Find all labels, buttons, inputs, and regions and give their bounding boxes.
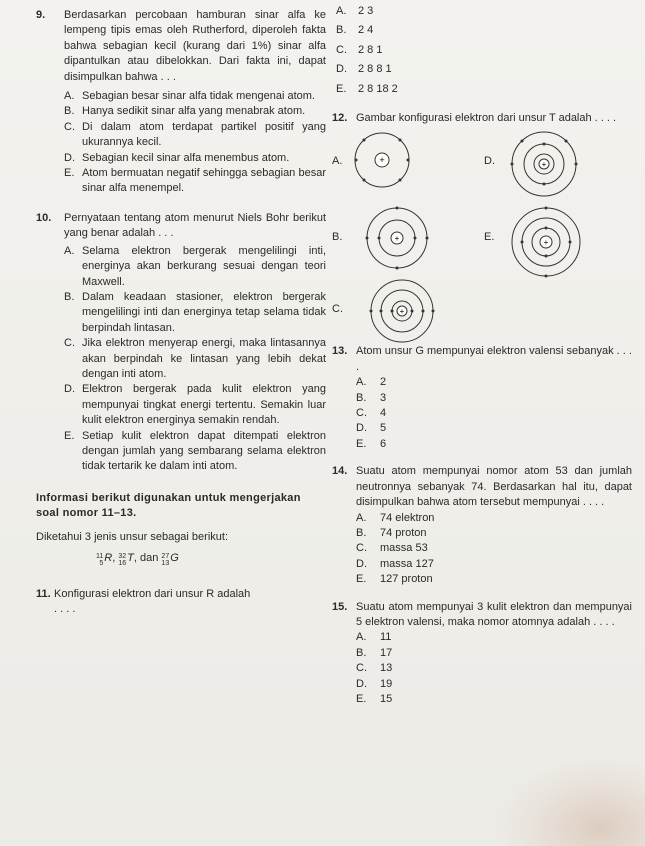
options-list xyxy=(64,244,326,475)
option-d[interactable]: D. 19 xyxy=(356,677,393,690)
atom-diagram-e xyxy=(504,206,588,278)
finger-shadow xyxy=(495,756,645,846)
question-number: 15. xyxy=(332,600,348,613)
option-d[interactable]: D. massa 127 xyxy=(356,557,434,570)
question-text: Pernyataan tentang atom menurut Niels Bohr berikut yang benar adalah . . . xyxy=(64,211,326,240)
question-text: Suatu atom mempunyai 3 kulit elektron dan mempunyai 5 elektron valensi, maka nomor atomnya adalah . . . . xyxy=(356,600,632,628)
element-symbol: T xyxy=(127,552,134,564)
option-c[interactable]: C. 4 xyxy=(356,407,387,420)
option-c[interactable]: C. Jika elektron menyerap energi, maka lintasannya akan berpindah ke lintasan yang lebih dekat dengan inti atom. xyxy=(64,337,326,380)
question-13 xyxy=(332,344,632,452)
options-list xyxy=(64,89,326,197)
element-symbol: R xyxy=(104,552,113,564)
option-b[interactable]: B. 17 xyxy=(356,646,393,659)
element-formula: 11 5 R, 32 16 T, dan 27 13 G xyxy=(96,552,179,567)
options-list xyxy=(356,630,632,707)
option-a[interactable]: A. Sebagian besar sinar alfa tidak mengenai atom. xyxy=(64,90,315,103)
isotope-numbers: 27 13 xyxy=(161,553,170,567)
question-text: Suatu atom mempunyai nomor atom 53 dan jumlah neutronnya sebanyak 74. Berdasarkan hal itu, dapat disimpulkan bahwa atom tersebut mempunyai . . . . xyxy=(356,465,632,509)
question-text: Gambar konfigurasi elektron dari unsur T adalah . . . . xyxy=(356,112,617,125)
question-9 xyxy=(36,8,326,197)
option-c[interactable]: C. Di dalam atom terdapat partikel positif yang ukurannya kecil. xyxy=(64,120,326,149)
option-b[interactable]: B. 3 xyxy=(356,391,387,404)
question-text: Berdasarkan percobaan hamburan sinar alfa ke lempeng tipis emas oleh Rutherford, diperoleh fakta bahwa sebagian kecil (kurang dari 1%) sinar alfa dipantulkan atau dibelokkan. Dari fakta ini, dapat disimpulkan bahwa . . . xyxy=(64,9,326,83)
svg-text:+: + xyxy=(379,155,385,166)
question-number: 11. xyxy=(36,588,51,600)
option-d[interactable]: D. 2 8 8 1 xyxy=(336,63,392,76)
svg-text:+: + xyxy=(399,307,405,317)
option-e[interactable]: E. 127 proton xyxy=(356,573,433,586)
question-text: Atom unsur G mempunyai elektron valensi sebanyak . . . . xyxy=(356,345,632,373)
isotope-numbers: 32 16 xyxy=(118,553,127,567)
atom-figures: A. + D. + B. + E. + C. + xyxy=(332,126,632,338)
option-b[interactable]: B. 2 4 xyxy=(336,24,374,37)
option-b[interactable]: B. Dalam keadaan stasioner, elektron bergerak mengelilingi inti dan energinya tetap selama tidak berpindah lintasan. xyxy=(64,290,326,334)
joiner-text: , dan xyxy=(133,552,159,564)
option-b[interactable]: B. Hanya sedikit sinar alfa yang menabrak atom. xyxy=(64,105,306,118)
question-text: Konfigurasi elektron dari unsur R adalah xyxy=(54,588,251,600)
right-column xyxy=(332,4,632,707)
option-c[interactable]: C. 13 xyxy=(356,662,393,675)
atom-diagram-a xyxy=(352,130,412,190)
option-e[interactable]: E. Setiap kulit elektron dapat ditempati elektron dengan jumlah yang sembarang selama elektron tidak tertarik ke dalam inti atom. xyxy=(64,429,326,473)
option-e[interactable]: E. 2 8 18 2 xyxy=(336,82,398,95)
option-a[interactable]: A. 2 xyxy=(356,376,387,389)
q11-options-list xyxy=(332,4,632,97)
left-column xyxy=(36,8,326,618)
question-number: 9. xyxy=(36,9,46,21)
options-list xyxy=(356,511,632,588)
option-c[interactable]: C. massa 53 xyxy=(356,542,428,555)
options-list xyxy=(356,375,632,452)
info-heading: Informasi berikut digunakan untuk mengerjakan soal nomor 11–13. xyxy=(36,491,301,520)
isotope-numbers: 11 5 xyxy=(96,553,104,567)
option-d[interactable]: D. 5 xyxy=(356,422,387,435)
question-10 xyxy=(36,211,326,475)
atom-diagram-c xyxy=(352,278,452,344)
option-a[interactable]: A. 11 xyxy=(356,631,392,644)
option-a[interactable]: A. 2 3 xyxy=(336,5,374,17)
option-c[interactable]: C. 2 8 1 xyxy=(336,43,383,56)
option-e[interactable]: E. 6 xyxy=(356,437,387,450)
svg-text:+: + xyxy=(541,160,547,170)
element-symbol: G xyxy=(170,552,179,564)
option-b[interactable]: B. 74 proton xyxy=(356,526,427,539)
option-d[interactable]: D. Elektron bergerak pada kulit elektron yang mempunyai tingkat energi tertentu. Semakin luar kulit elektron energinya semakin rendah. xyxy=(64,383,326,427)
atom-diagram-b xyxy=(352,206,442,270)
option-a[interactable]: A. Selama elektron bergerak mengelilingi inti, energinya akan berkurang sesuai dengan teori Maxwell. xyxy=(64,244,326,288)
info-block xyxy=(36,491,326,567)
option-e[interactable]: E. Atom bermuatan negatif sehingga sebagian besar sinar alfa menempel. xyxy=(64,167,326,195)
info-text: Diketahui 3 jenis unsur sebagai berikut: xyxy=(36,530,229,543)
atom-diagram-d xyxy=(504,130,584,198)
option-a[interactable]: A. 74 elektron xyxy=(356,511,435,524)
question-14 xyxy=(332,464,632,587)
option-d[interactable]: D. Sebagian kecil sinar alfa menembus atom. xyxy=(64,151,290,164)
question-12 xyxy=(332,111,632,126)
question-number: 10. xyxy=(36,211,52,224)
option-e[interactable]: E. 15 xyxy=(356,692,393,705)
svg-text:+: + xyxy=(543,238,549,248)
question-11 xyxy=(36,587,326,618)
question-number: 13. xyxy=(332,345,348,358)
question-number: 12. xyxy=(332,112,348,125)
question-dots: . . . . xyxy=(54,603,76,616)
question-number: 14. xyxy=(332,465,348,478)
svg-text:+: + xyxy=(394,234,400,244)
question-15 xyxy=(332,600,632,708)
